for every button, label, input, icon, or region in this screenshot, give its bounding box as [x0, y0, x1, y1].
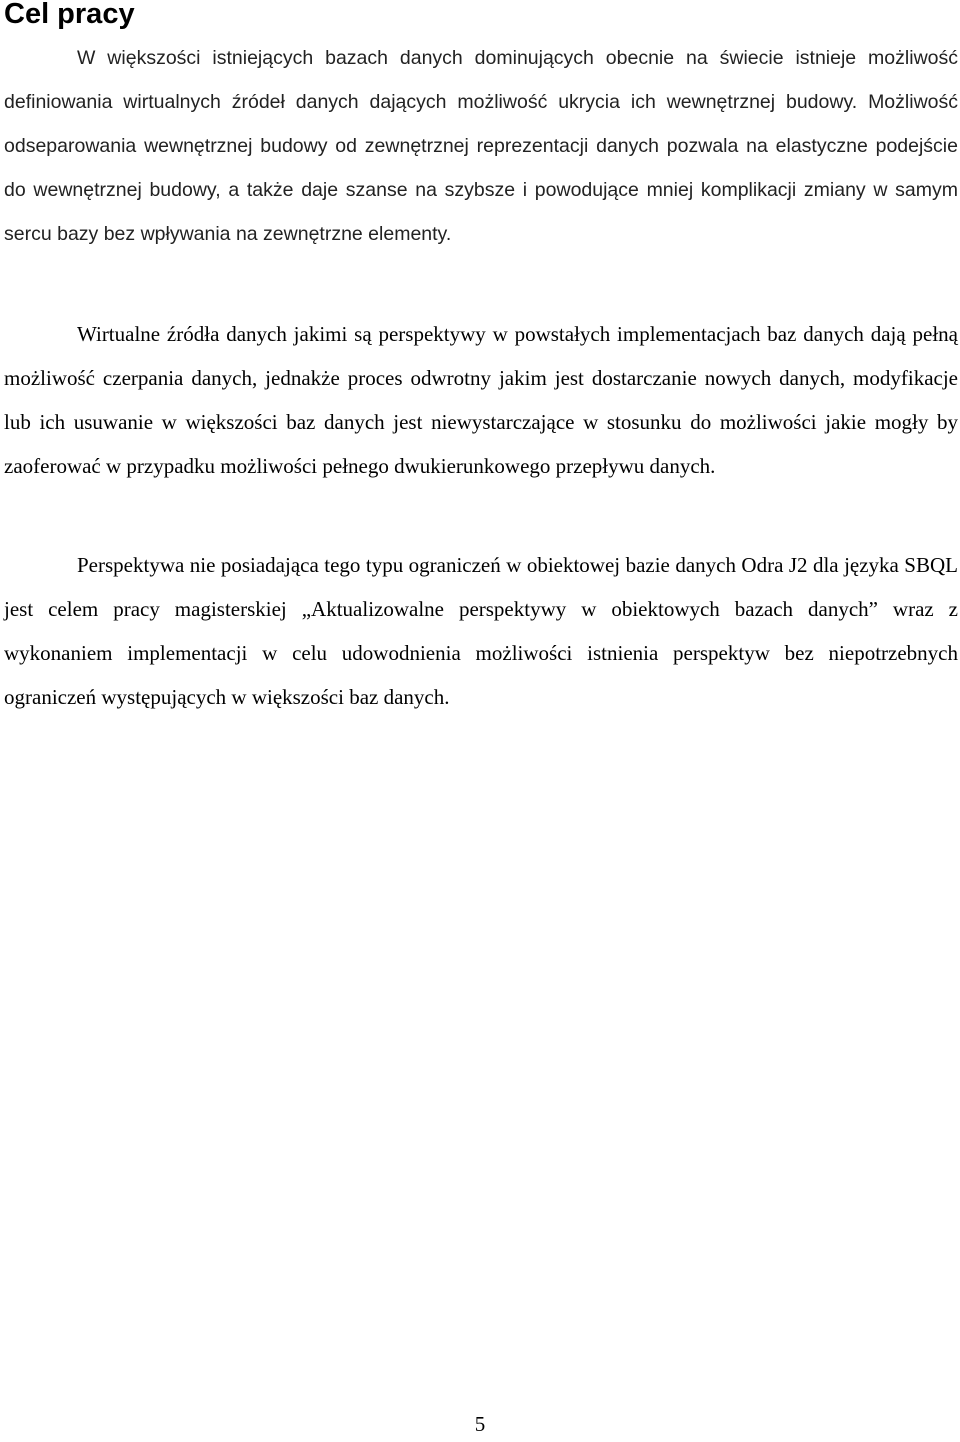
- page-number: 5: [474, 1412, 486, 1436]
- paragraph-1: W większości istniejących bazach danych dominujących obecnie na świecie istnieje możliwość definiowania wirtualnych źródeł danych dających możliwość ukrycia ich wewnętrznej budowy. Możliwość odseparowania wewnętrznej budowy od zewnętrznej reprezentacji danych pozwala na elastyczne podejście do wewnętrznej budowy, a także daje szanse na szybsze i powodujące mniej komplikacji zmiany w samym sercu bazy bez wpływania na zewnętrzne elementy.: [4, 47, 958, 245]
- section-heading: Cel pracy: [4, 0, 135, 30]
- paragraph-3: Perspektywa nie posiadająca tego typu ograniczeń w obiektowej bazie danych Odra J2 dla języka SBQL jest celem pracy magisterskiej „Aktualizowalne perspektywy w obiektowych bazach danych” wraz z wykonaniem implementacji w celu udowodnienia możliwości istnienia perspektyw bez niepotrzebnych ograniczeń występujących w większości baz danych.: [4, 553, 958, 709]
- paragraph-2: Wirtualne źródła danych jakimi są perspektywy w powstałych implementacjach baz danych dają pełną możliwość czerpania danych, jednakże proces odwrotny jakim jest dostarczanie nowych danych, modyfikacje lub ich usuwanie w większości baz danych jest niewystarczające w stosunku do możliwości jakie mogły by zaoferować w przypadku możliwości pełnego dwukierunkowego przepływu danych.: [4, 322, 958, 478]
